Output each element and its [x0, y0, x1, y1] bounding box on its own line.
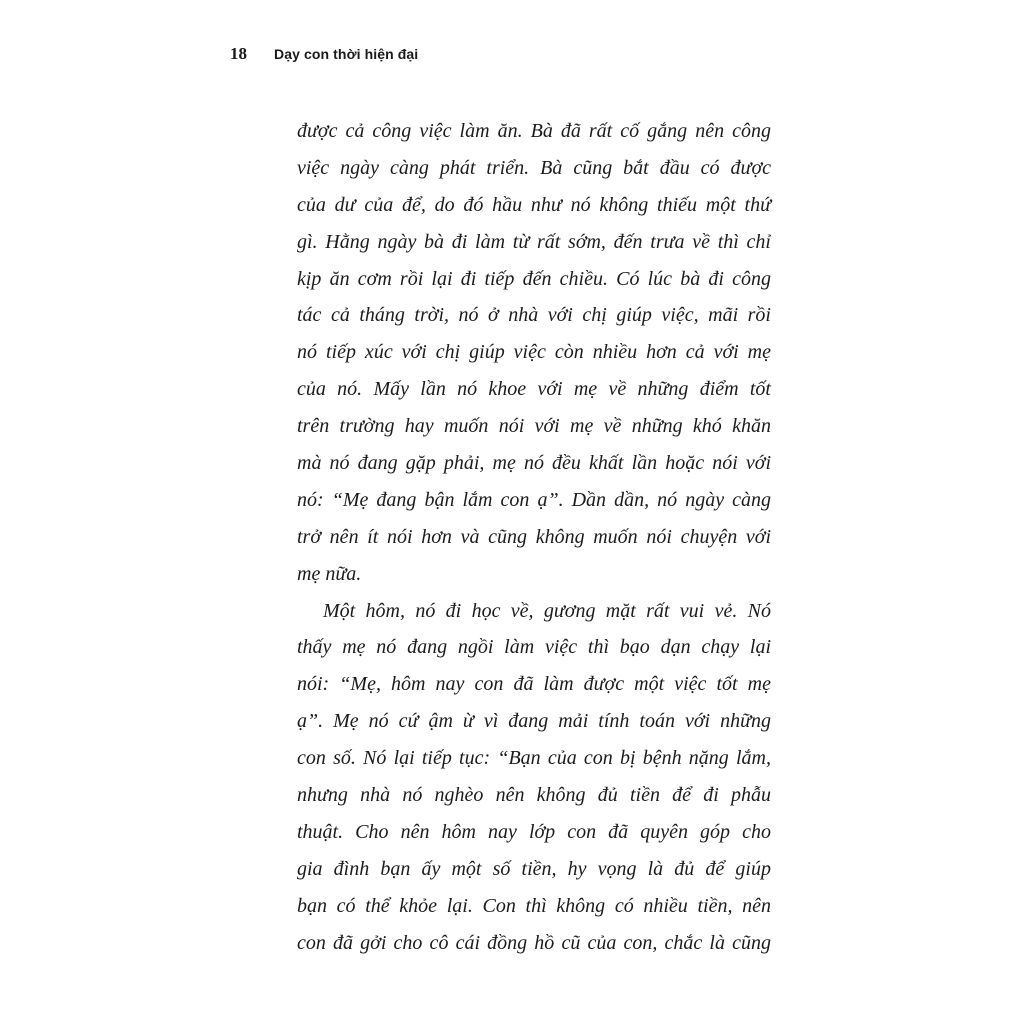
text-line: thấy mẹ nó đang ngồi làm việc thì bạo dạn chạy lại — [297, 636, 771, 659]
text-line: con số. Nó lại tiếp tục: “Bạn của con bị bệnh nặng lắm, — [297, 747, 771, 770]
text-line: của dư của để, do đó hầu như nó không thiếu một thứ — [297, 193, 771, 216]
text-line: nó: “Mẹ đang bận lắm con ạ”. Dần dần, nó ngày càng — [297, 488, 771, 511]
text-line: của nó. Mấy lần nó khoe với mẹ về những điểm tốt — [297, 378, 771, 401]
body-text — [297, 113, 771, 961]
text-line: được cả công việc làm ăn. Bà đã rất cố gắng nên công — [297, 120, 771, 142]
text-line: bạn có thể khỏe lại. Con thì không có nhiều tiền, nên — [297, 894, 771, 917]
text-line: mẹ nữa. — [297, 562, 362, 585]
text-line: mà nó đang gặp phải, mẹ nó đều khất lần hoặc nói với — [297, 452, 771, 475]
text-line: ạ”. Mẹ nó cứ ậm ừ vì đang mải tính toán với những — [297, 710, 771, 733]
text-line: việc ngày càng phát triển. Bà cũng bắt đầu có được — [297, 156, 771, 179]
text-line: tác cả tháng trời, nó ở nhà với chị giúp việc, mãi rồi — [297, 304, 771, 327]
text-line: nó tiếp xúc với chị giúp việc còn nhiều hơn cả với mẹ — [297, 341, 771, 364]
text-line: nhưng nhà nó nghèo nên không đủ tiền để đi phẫu — [297, 784, 771, 807]
page-number: 18 — [230, 44, 247, 63]
text-line: Một hôm, nó đi học về, gương mặt rất vui vẻ. Nó — [323, 599, 771, 622]
paragraph-2 — [297, 593, 771, 962]
text-line: trở nên ít nói hơn và cũng không muốn nói chuyện với — [297, 525, 771, 548]
page-header — [230, 44, 418, 72]
text-line: con đã gởi cho cô cái đồng hồ cũ của con, chắc là cũng — [297, 931, 771, 954]
text-line: trên trường hay muốn nói với mẹ về những khó khăn — [297, 415, 771, 438]
text-line: gì. Hằng ngày bà đi làm từ rất sớm, đến trưa về thì chỉ — [297, 230, 771, 253]
text-line: thuật. Cho nên hôm nay lớp con đã quyên góp cho — [297, 820, 771, 843]
paragraph-1 — [297, 113, 771, 593]
text-line: nói: “Mẹ, hôm nay con đã làm được một việc tốt mẹ — [297, 673, 771, 696]
text-line: gia đình bạn ấy một số tiền, hy vọng là đủ để giúp — [297, 857, 771, 880]
text-line: kịp ăn cơm rồi lại đi tiếp đến chiều. Có lúc bà đi công — [297, 267, 771, 290]
running-title: Dạy con thời hiện đại — [274, 46, 419, 62]
